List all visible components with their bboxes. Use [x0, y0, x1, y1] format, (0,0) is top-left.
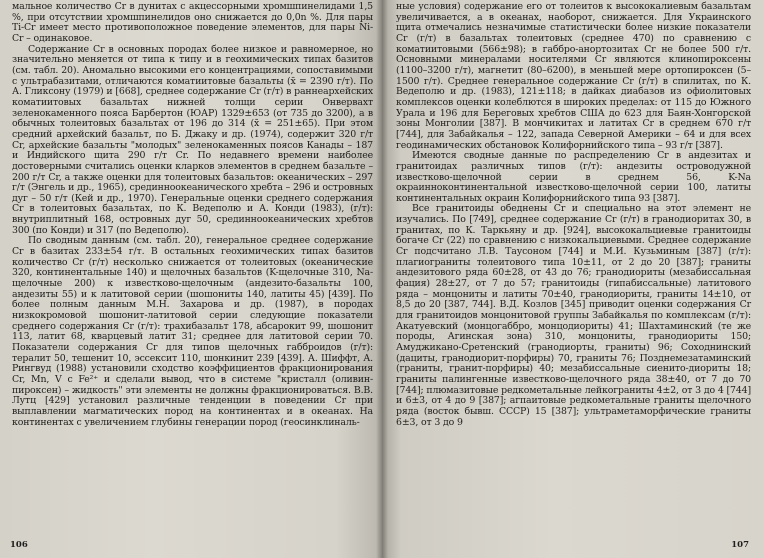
book-gutter	[376, 0, 388, 558]
paragraph: Все гранитоиды обеднены Cr и специально на этот элемент не изучались. По [749], среднее содержание Cr (г/т) в гранодиоритах 30, в гранитах, по К. Таркьяну и др. [924], высококальциевые гранитоиды богаче Cr (22) по сравнению с низкокальциевыми. Среднее содержание Cr подсчитано Л.В. Таусоном [744] и М.И. Кузьминым [387] (г/т): плагиограниты толеитового типа 10±11, от 2 до 20 [387]; граниты андезитового ряда 60±28, от 43 до 76; гранодиориты (мезабиссальная фация) 28±27, от 7 до 57; гранитоиды (гипабиссальные) латитового ряда – монцониты и латиты 70±40, гранодиориты, граниты 14±10, от 8,5 до 20 [387, 744]. В.Д. Козлов [345] приводит оценки содержания Cr для гранитоидов монцонитовой группы Забайкалья по комплексам (г/т): Акатуевский (монцогаббро, монцодиориты) 41; Шахтаминский (те же породы, Агинская зона) 310, монцониты, гранодиориты 150; Амуджикано-Сретенский (гранодиорты, граниты) 96; Соходнинский (дациты, гранодиорит-порфиры) 70, граниты 76; Позднемезатаминский (граниты, гранит-порфиры) 40; мезабиссальные сиенито-диориты 18; граниты палингенные известково-щелочного ряда 38±40, от 7 до 70 [744]; плюмазитовые редкометальные лейкограниты 4±2, от 3 до 4 [744] и 6±3, от 4 до 9 [387]; агпаитовые редкометальные граниты щелочного ряда (восток бывш. СССР) 15 [387]; ультраметаморфические граниты 6±3, от 3 до 9	[396, 203, 751, 428]
paragraph: мальное количество Cr в дунитах с акцессорными хромшпинелидами 1,5 %, при отсутствии хромшпинелидов оно снижается до 0,0n %. Для пары Ti-Cr имеет место противоположное поведение элементов, для пары Ni-Cr – одинаковое.	[12, 1, 373, 44]
page-number: 106	[10, 540, 28, 550]
page-number: 107	[731, 540, 749, 550]
right-page	[382, 0, 763, 558]
right-page-text	[396, 2, 751, 428]
paragraph: По сводным данным (см. табл. 20), генеральное среднее содержание Cr в базитах 233±54 г/т. В остальных геохимических типах базитов количество Cr (г/т) несколько снижается от толеитовых (океанические 320, континентальные 140) и щелочных базальтов (K-щелочные 310, Na-щелочные 200) к известково-щелочным (андезито-базальты 100, андезиты 55) и к латитовой серии (шошониты 140, латиты 45) [439]. По более полным данным М.Н. Захарова и др. (1987), в породах низкокромовой шошонит-латитовой серии следующие показатели среднего содержания Cr (г/т): трахибазальт 178, абсарокит 99, шошонит 113, латит 68, кварцевый латит 31; среднее для латитовой серии 70. Показатели содержания Cr для типов щелочных габброидов (г/т): тералит 50, тешенит 10, эссексит 110, шонкинит 239 [439]. А. Шиффт, А. Рингвуд (1988) установили сходство коэффициентов фракционирования Cr, Mn, V с Fe²⁺ и сделали вывод, что в системе "кристалл (оливин-пироксен) – жидкость" эти элементы не должны фракционироваться. В.В. Лутц [429] установил различные тенденции в поведении Cr при выплавлении магматических пород на континентах и в океанах. На континентах с увеличением глубины генерации пород (геосинклиналь-	[12, 235, 373, 428]
paragraph: Имеются сводные данные по распределению Cr в андезитах и гранитоидах различных типов (г/т): андезиты островодужной известково-щелочной серии в среднем 56, K-Na окраинноконтинентальной известково-щелочной серии 100, латиты континентальных окраин Колифорнийского типа 93 [387].	[396, 150, 751, 204]
left-page-text	[12, 2, 373, 428]
paragraph: Содержание Cr в основных породах более низкое и равномерное, но значительно меняется от типа к типу и в геохимических типах базитов (см. табл. 20). Аномально высокими его концентрациями, сопоставимыми с ультрабазитами, отличаются коматиитовые базальты (x̄ = 2390 г/т). По А. Гликсону (1979) и [668], среднее содержание Cr (г/т) в раннеархейских коматиитовых базальтах нижней толщи серии Онвервахт зеленокаменного пояса Барбертон (ЮАР) 1329±653 (от 735 до 3200), а в обычных толеитовых базальтах от 196 до 314 (x̄ = 251±65). При этом средний архейский базальт, по Б. Джаку и др. (1974), содержит 320 г/т Cr, архейские базальты "молодых" зеленокаменных поясов Канады – 187 и Индийского щита 290 г/т Cr. По недавнего времени наиболее достоверными считались оценки кларков элементов в среднем базальте – 200 г/т Cr, а также оценки для толеитовых базальтов: океанических – 297 г/т (Энгель и др., 1965), срединноокеанического хребта – 296 и островных дуг – 50 г/т (Кей и др., 1970). Генеральные оценки среднего содержания Cr в толеитовых базальтах, по К. Ведеполю и А. Конди (1983), (г/т): внутриплитный 168, островных дуг 50, срединноокеанических хребтов 300 (по Конди) и 317 (по Ведеполю).	[12, 43, 373, 236]
paragraph: ные условия) содержание его от толеитов к высококалиевым базальтам увеличивается, а в океанах, наоборот, снижается. Для Украинского щита отмечались незначимые статистически более низкие показатели Cr (г/т) в базальтах толеитовых (среднее 470) по сравнению с коматиитовыми (566±98); в габбро-анортозитах Cr не более 500 г/т. Основными минералами носителями Cr являются клинопироксены (1100–3200 г/т), магнетит (80–6200), в меньшей мере ортопироксен (5–1500 г/т). Среднее генеральное содержание Cr (г/т) в спилитах, по К. Ведеполю и др. (1983), 121±118; в дайках диабазов из офиолитовых комплексов оценки колеблются в широких пределах: от 115 до Южного Урала и 196 для Береговых хребтов США до 623 для Баян-Хонгорской зоны Монголии [387]. В мончикитах и латитах Cr в среднем 670 г/т [744], для Забайкалья – 122, запада Северной Америки – 64 и для всех геодинамических обстановок Колифорнийского типа – 93 г/т [387].	[396, 1, 751, 151]
